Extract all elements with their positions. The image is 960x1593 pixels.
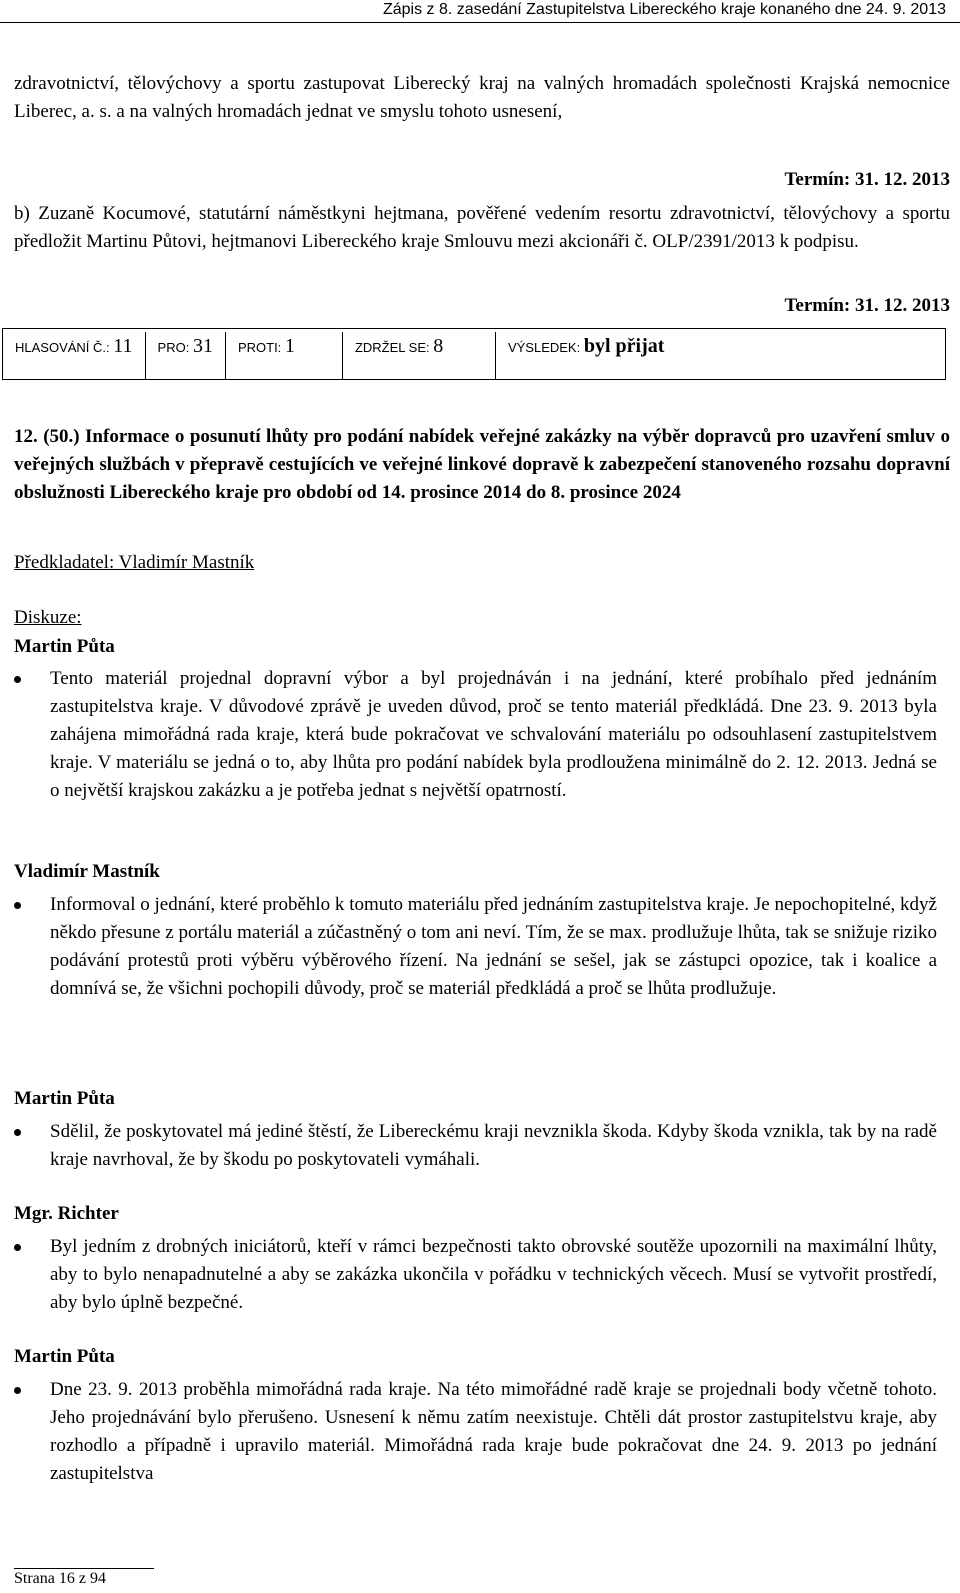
- vote-abstain-cell: ZDRŽEL SE: 8: [354, 335, 444, 357]
- speaker-name: Martin Půta: [14, 636, 115, 657]
- speech-text: Byl jedním z drobných iniciátorů, kteří v rámci bezpečnosti takto obrovské soutěže upozornili na maximální lhůty, aby to bylo nenapadnutelné a aby se zakázka ukončila v pořádku v technických věcech. Musí se vytvořit prostředí, aby bylo úplně bezpečné.: [50, 1233, 937, 1317]
- term-1: Termín: 31. 12. 2013: [784, 169, 950, 190]
- speech-text: Sdělil, že poskytovatel má jediné štěstí, že Libereckému kraji nevznikla škoda. Kdyby škoda vznikla, tak by na radě kraje navrhoval, že by škodu po poskytovateli vymáhali.: [50, 1118, 937, 1174]
- presenter: Předkladatel: Vladimír Mastník: [14, 552, 255, 573]
- section-title: 12. (50.) Informace o posunutí lhůty pro podání nabídek veřejné zakázky na výběr dopravců pro uzavření smluv o veřejných službách v přepravě cestujících ve veřejné linkové dopravě k zabezpečení stanoveného rozsahu dopravní obslužnosti Libereckého kraje pro období od 14. prosince 2014 do 8. prosince 2024: [14, 426, 950, 503]
- vote-for-cell: PRO: 31: [157, 335, 213, 357]
- speech-text: Tento materiál projednal dopravní výbor a byl projednáván i na jednání, které probíhalo před jednáním zastupitelstva kraje. V důvodové zprávě je uveden důvod, proč se tento materiál předkládá. Dne 23. 9. 2013 byla zahájena mimořádná rada kraje, která bude pokračovat ve schvalování materiálu po odsouhlasení zastupitelstvem kraje. V materiálu se jedná o to, aby lhůta pro podání nabídek byla prodloužena minimálně do 2. 12. 2013. Jedná se o největší krajskou zakázku a je potřeba jednat s největší opatrností.: [50, 665, 937, 805]
- header-title: Zápis z 8. zasedání Zastupitelstva Libereckého kraje konaného dne 24. 9. 2013: [382, 1, 946, 18]
- speech-text: Informoval o jednání, které proběhlo k tomuto materiálu před jednáním zastupitelstva kraje. Je nepochopitelné, když někdo přesune z portálu materiál a zúčastněný o tom ani neví. Tím, že se max. prodlužuje lhůta, tak se snižuje riziko podávání protestů proti výběru výběrového řízení. Na jednání se sešel, jak se zástupci opozice, tak i koalice a domnívá se, že všichni pochopili důvody, proč se materiál předkládá a proč se lhůta prodlužuje.: [50, 891, 937, 1003]
- vote-result-cell: VÝSLEDEK: byl přijat: [507, 335, 665, 357]
- speaker-name: Mgr. Richter: [14, 1203, 119, 1224]
- footer-divider: [14, 1568, 154, 1569]
- speaker-name: Martin Půta: [14, 1088, 115, 1109]
- speaker-name: Martin Půta: [14, 1346, 115, 1367]
- page-footer: Strana 16 z 94: [14, 1570, 106, 1587]
- speech-text: Dne 23. 9. 2013 proběhla mimořádná rada kraje. Na této mimořádné radě kraje se projednali body včetně tohoto. Jeho projednávání bylo přerušeno. Usnesení k němu zatím neexistuje. Chtěli dát prostor zastupitelstvu kraje, aby rozhodlo a případně i upravilo materiál. Mimořádná rada kraje bude pokračovat dne 24. 9. 2013 po jednání zastupitelstva: [50, 1376, 937, 1488]
- vote-against-cell: PROTI: 1: [237, 335, 295, 357]
- item-b: b) Zuzaně Kocumové, statutární náměstkyni hejtmana, pověřené vedením resortu zdravotnictví, tělovýchovy a sportu předložit Martinu Půtovi, hejtmanovi Libereckého kraje Smlouvu mezi akcionáři č. OLP/2391/2013 k podpisu.: [14, 203, 950, 252]
- page-header: [0, 0, 960, 23]
- intro-paragraph: zdravotnictví, tělovýchovy a sportu zastupovat Liberecký kraj na valných hromadách společnosti Krajská nemocnice Liberec, a. s. a na valných hromadách jednat ve smyslu tohoto usnesení,: [14, 73, 950, 122]
- speaker-name: Vladimír Mastník: [14, 861, 160, 882]
- discussion-label: Diskuze:: [14, 607, 82, 628]
- vote-number-cell: HLASOVÁNÍ Č.: 11: [15, 335, 133, 357]
- term-2: Termín: 31. 12. 2013: [784, 295, 950, 316]
- vote-table: [2, 328, 946, 380]
